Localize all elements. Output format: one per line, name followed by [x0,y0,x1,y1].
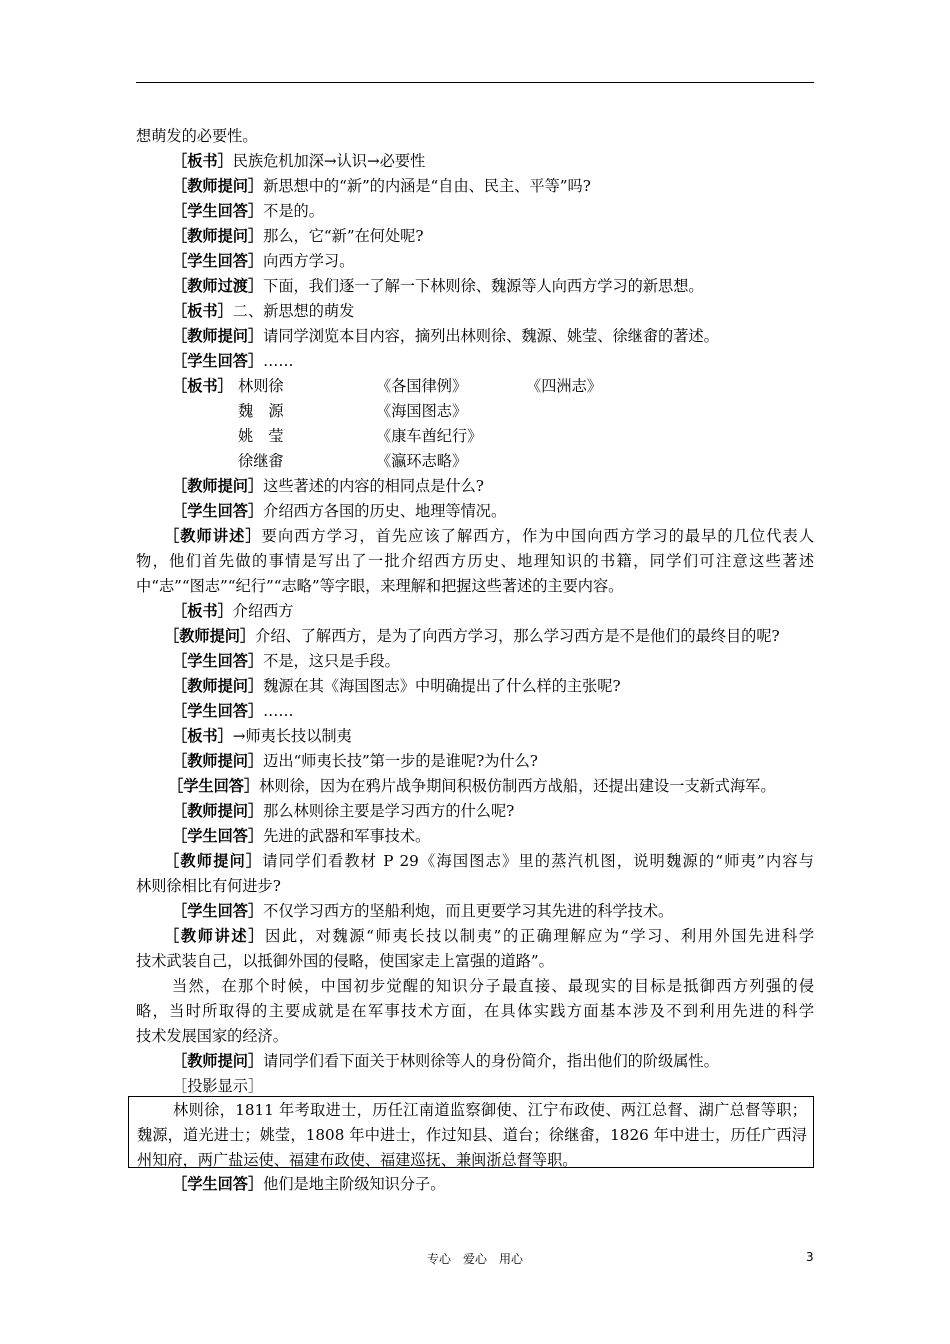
book-title: 《各国律例》 [376,377,468,395]
board-table [136,374,814,474]
text-line: 州知府，两广盐运使、福建布政使、福建巡抚、兼闽浙总督等职。 [137,1151,578,1169]
role-label: ［板书］ [172,602,233,620]
role-label: ［学生回答］ [168,777,260,795]
text-line: ［学生回答］林则徐，因为在鸦片战争期间积极仿制西方战船，还提出建设一支新式海军。 [168,777,776,795]
text-line: ［教师提问］请同学们看教材 P 29《海国图志》里的蒸汽机图，说明魏源的“师夷”内容与 [164,852,814,870]
text-line: 魏源，道光进士；姚莹，1808 年中进士，作过知县、道台；徐继畬，1826 年中进士，历任广西浔 [137,1126,807,1144]
text-line: ［教师提问］魏源在其《海国图志》中明确提出了什么样的主张呢? [172,677,621,695]
role-label: ［板书］ [172,302,233,320]
text-line: ［板书］民族危机加深→认识→必要性 [172,152,426,170]
role-label: ［板书］ [172,377,233,395]
role-label: ［学生回答］ [172,702,264,720]
text-line: ［学生回答］先进的武器和军事技术。 [172,827,431,845]
book-title: 《瀛环志略》 [376,452,468,470]
text-line: ［教师讲述］因此，对魏源“师夷长技以制夷”的正确理解应为“学习、利用外国先进科学 [164,927,815,945]
role-label: ［板书］ [172,727,233,745]
text-line: ［学生回答］不是，这只是手段。 [172,652,400,670]
text-line: ［学生回答］介绍西方各国的历史、地理等情况。 [172,502,507,520]
paragraph [136,849,814,899]
text-line: ［学生回答］不是的。 [172,202,324,220]
role-label: ［教师提问］ [172,177,264,195]
text-line: ［学生回答］…… [172,702,294,720]
text-line: 略，当时所取得的主要成就是在军事技术方面，在具体实践方面基本涉及不到利用先进的科学 [136,1002,814,1020]
page-number: 3 [806,1250,814,1264]
text-line: 中“志”“图志”“纪行”“志略”等字眼，来理解和把握这些著述的主要内容。 [136,577,624,595]
text-line: ［学生回答］不仅学习西方的坚船利炮，而且更要学习其先进的科学技术。 [172,902,674,920]
role-label: ［学生回答］ [172,502,264,520]
board-row [136,399,814,424]
book-title: 《四洲志》 [526,377,602,395]
text-line: ［教师提问］请同学浏览本目内容，摘列出林则徐、魏源、姚莹、徐继畬的著述。 [172,327,719,345]
role-label: ［学生回答］ [172,827,264,845]
text-line: ［教师提问］请同学们看下面关于林则徐等人的身份简介，指出他们的阶级属性。 [172,1052,719,1070]
role-label: ［教师讲述］ [164,527,262,545]
text-line: ［学生回答］向西方学习。 [172,252,355,270]
role-label: ［学生回答］ [172,902,264,920]
role-label: ［教师过渡］ [172,277,264,295]
role-label: ［教师提问］ [164,627,256,645]
text-line: 技术武装自己，以抵御外国的侵略，使国家走上富强的道路”。 [136,952,554,970]
paragraph [136,974,814,1049]
author-name: 徐继畬 [238,452,284,470]
text-line: ［教师提问］那么林则徐主要是学习西方的什么呢? [172,802,515,820]
book-title: 《康车酋纪行》 [376,427,483,445]
paragraph [136,924,814,974]
document-body [136,124,814,1099]
role-label: ［学生回答］ [172,252,264,270]
text-line: 林则徐相比有何进步? [136,877,281,895]
text-line: ［教师提问］介绍、了解西方，是为了向西方学习，那么学习西方是不是他们的最终目的呢? [164,627,780,645]
text-line: ［板书］二、新思想的萌发 [172,302,355,320]
text-line: ［教师提问］这些著述的内容的相同点是什么? [172,477,484,495]
text-line: ［教师提问］那么，它“新”在何处呢? [172,227,424,245]
role-label: ［板书］ [172,152,233,170]
role-label: ［教师提问］ [172,227,264,245]
role-label: ［教师提问］ [172,802,264,820]
text-line: 想萌发的必要性。 [136,127,258,145]
text-line: ［教师讲述］要向西方学习，首先应该了解西方，作为中国向西方学习的最早的几位代表人 [164,527,815,545]
role-label: ［教师提问］ [172,677,264,695]
text-line: ［板书］→师夷长技以制夷 [172,727,352,745]
text-line: ［学生回答］他们是地主阶级知识分子。 [172,1175,446,1193]
role-label: ［教师讲述］ [164,927,266,945]
author-name: 林则徐 [238,377,284,395]
text-line: ［学生回答］…… [172,352,294,370]
author-name: 姚 莹 [238,427,284,445]
text-line: 当然，在那个时候，中国初步觉醒的知识分子最直接、最现实的目标是抵御西方列强的侵 [172,977,814,995]
paragraph [136,524,814,599]
board-row [136,424,814,449]
board-row [136,374,814,399]
text-line: ［板书］介绍西方 [172,602,294,620]
role-label: ［学生回答］ [172,202,264,220]
role-label: ［教师提问］ [164,852,263,870]
role-label: ［学生回答］ [172,352,264,370]
role-label: ［教师提问］ [172,327,264,345]
final-answer [136,1172,814,1197]
text-line: ［教师提问］新思想中的“新”的内涵是“自由、民主、平等”吗? [172,177,591,195]
text-line: ［教师提问］迈出“师夷长技”第一步的是谁呢?为什么? [172,752,538,770]
board-row [136,449,814,474]
text-line: ［教师过渡］下面，我们逐一了解一下林则徐、魏源等人向西方学习的新思想。 [172,277,704,295]
book-title: 《海国图志》 [376,402,468,420]
text-line: 物，他们首先做的事情是写出了一批介绍西方历史、地理知识的书籍，同学们可注意这些著述 [136,552,814,570]
text-line: 林则徐，1811 年考取进士，历任江南道监察御使、江宁布政使、两江总督、湖广总督等职； [173,1101,807,1119]
footer-motto: 专心 爱心 用心 [426,1252,523,1266]
role-label: ［教师提问］ [172,477,264,495]
projection-label: ［投影显示］ [172,1077,264,1095]
role-label: ［学生回答］ [172,1175,264,1193]
author-name: 魏 源 [238,402,284,420]
role-label: ［教师提问］ [172,1052,264,1070]
text-line: 技术发展国家的经济。 [136,1027,288,1045]
projection-box [128,1096,814,1168]
role-label: ［教师提问］ [172,752,264,770]
header-rule [136,82,814,83]
role-label: ［学生回答］ [172,652,264,670]
